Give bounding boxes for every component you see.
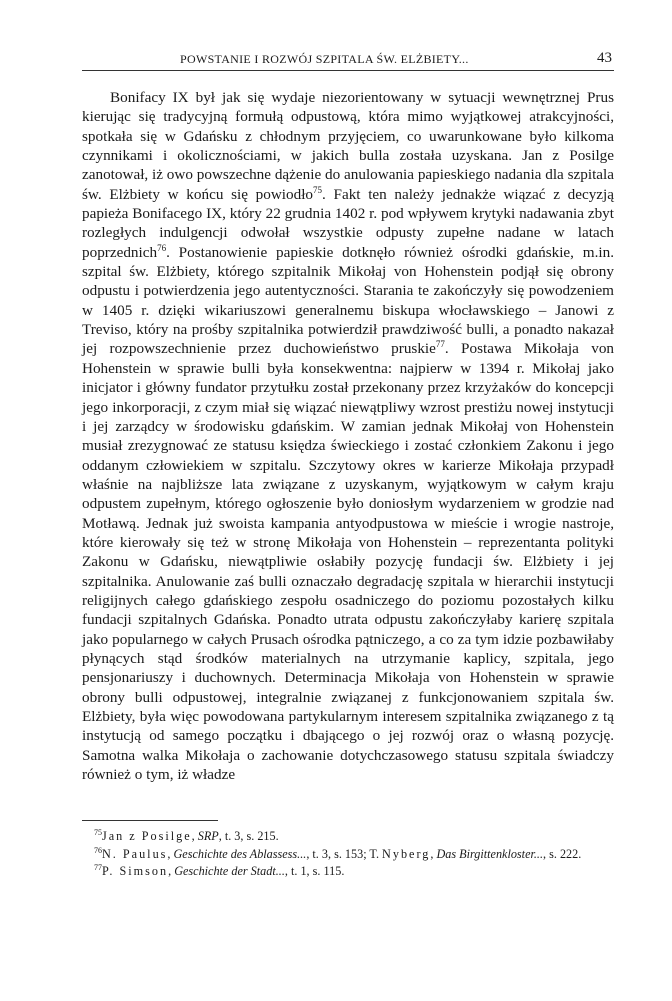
footnote-number: 75 bbox=[94, 827, 102, 837]
footnote-author: Nyberg bbox=[382, 846, 431, 861]
footnote-author: N. Paulus bbox=[102, 846, 168, 861]
footnote-ref-77: 77 bbox=[435, 339, 445, 350]
footnote-middle: , t. 3, s. 153; T. bbox=[306, 846, 383, 861]
text-segment: . Fakt ten należy jednakże wiązać z decyzją papieża Bonifacego IX, który 22 grudnia 1402 r. pod wpływem krytyki nadawania zbyt rozległych indulgencji odwołał wszystkie odpusty zupełne nadane w latach poprzednich bbox=[82, 185, 614, 261]
footnote-ref-75: 75 bbox=[313, 184, 323, 195]
footnote-number: 77 bbox=[94, 862, 102, 872]
running-title: POWSTANIE I ROZWÓJ SZPITALA ŚW. ELŻBIETY... bbox=[180, 52, 469, 66]
footnote-title: Geschichte des Ablassess... bbox=[173, 846, 307, 861]
text-segment: . Postanowienie papieskie dotknęło również ośrodki gdańskie, m.in. szpital św. Elżbiety, którego szpitalnik Mikołaj von Hohenstein podjął się obrony odpustu i potwierdzenia jego autentyczności. Starania te zakończyły się powodzeniem w 1405 r. dzięki wikariuszowi generalnemu biskupa włocławskiego – Janowi z Treviso, który na prośby szpitalnika potwierdził prawdziwość bulli, a ponadto nakazał jej rozpowszechnienie przez duchowieństwo pruskie bbox=[82, 243, 614, 358]
footnote-76: $^{76}$N. Paulus, Geschichte des Ablassess..., t. 3, s. 153; T. Nyberg, Das Birgittenkloster..., s. 222. bbox=[94, 845, 582, 861]
footnote-ref-76: 76 bbox=[157, 242, 167, 253]
footnote-author: Jan z Posilge bbox=[102, 829, 192, 843]
footnote-number: 76 bbox=[94, 845, 102, 855]
paragraph bbox=[82, 88, 614, 784]
footnote-77: $^{77}$P. Simson, Geschichte der Stadt..., t. 1, s. 115. bbox=[94, 862, 345, 878]
footnote-75: $^{75}$Jan z Posilge, SRP, t. 3, s. 215. bbox=[94, 827, 279, 843]
page-number: 43 bbox=[597, 50, 612, 66]
footnote-author: P. Simson bbox=[102, 864, 169, 878]
footnote-rest: , t. 1, s. 115. bbox=[284, 864, 345, 878]
footnote-title: Geschichte der Stadt... bbox=[174, 864, 285, 878]
footnote-rest: , s. 222. bbox=[543, 846, 582, 861]
footnotes bbox=[82, 828, 614, 881]
running-header bbox=[82, 50, 614, 71]
footnote-rest: , t. 3, s. 215. bbox=[218, 829, 279, 843]
footnote-title: Das Birgittenkloster... bbox=[436, 846, 544, 861]
main-text bbox=[82, 88, 614, 784]
footnote-title: SRP bbox=[197, 829, 219, 843]
footnote-separator bbox=[82, 820, 218, 821]
text-segment: . Postawa Mikołaja von Hohenstein w sprawie bulli była konsekwentna: najpierw w 1394 r. Mikołaj jako inicjator i główny fundator przytułku został przekonany przez krzyżaków do koncepcji jego inkorporacji, z czym miał się wiązać niewątpliwy wzrost prestiżu nowej instytucji i jej zarządcy w środowisku gdańskim. W zamian jednak Mikołaj von Hohenstein musiał zrezygnować ze statusu księdza świeckiego i zostać członkiem Zakonu i jego oddanym człowiekiem w szpitalu. Szczytowy okres w karierze Mikołaja przypadł właśnie na najbliższe lata związane z uzyskanym, wyjątkowym w całym kraju odpustem zupełnym, którego ogłoszenie było doniosłym wydarzeniem w grodzie nad Motławą. Jednak już swoista kampania antyodpustowa w mieście i wrogie nastroje, które kierowały się też w stronę Mikołaja von Hohenstein – reprezentanta polityki Zakonu w Gdańsku, niewątpliwie osłabiły pozycję fundacji św. Elżbiety i jej szpitalnika. Anulowanie zaś bulli oznaczało degradację szpitala w hierarchii instytucji religijnych całego gdańskiego zespołu osadniczego do poziomu pozostałych kilku fundacji szpitalnych Gdańska. Ponadto utrata odpustu zakończyłaby karierę szpitala jako popularnego w całych Prusach ośrodka pątniczego, a co za tym idzie pozbawiłaby płynących stąd środków materialnych na utrzymanie kaplicy, szpitala, jego pensjonariuszy i duchownych. Determinacja Mikołaja von Hohenstein w sprawie obrony bulli odpustowej, integralnie związanej z funkcjonowaniem szpitala św. Elżbiety, była więc powodowana partykularnym interesem szpitalnika związanego z tą instytucją od samego początku i dbającego o jej rozwój oraz o własną pozycję. Samotna walka Mikołaja o zachowanie dotychczasowego statusu szpitala świadczy również o tym, iż władze bbox=[82, 340, 615, 784]
text-segment: Bonifacy IX był jak się wydaje niezorientowany w sytuacji wewnętrznej Prus kierując się tradycyjną formułą odpustową, która mimo wyjątkowej atrakcyjności, spotkała się w Gdańsku z chłodnym przyjęciem, co uwarunkowane było kilkoma czynnikami i okolicznościami, w jakich bulla została uzyskana. Jan z Posilge zanotował, iż owo powszechne dążenie do anulowania papieskiego nadania dla szpitala św. Elżbiety w końcu się powiodło bbox=[82, 89, 614, 203]
